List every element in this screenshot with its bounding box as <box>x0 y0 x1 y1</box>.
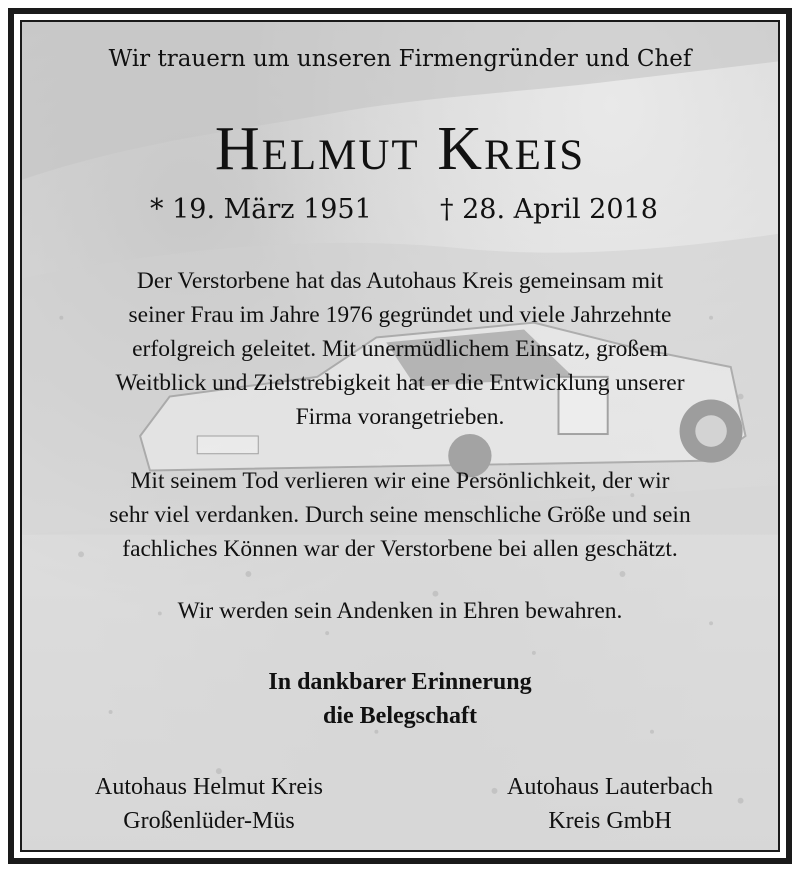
paragraph-line: Wir werden sein Andenken in Ehren bewahren. <box>177 598 623 624</box>
paragraph-line: sehr viel verdanken. Durch seine menschliche Größe und sein <box>109 502 691 528</box>
signature-line: Autohaus Lauterbach <box>507 774 713 800</box>
death-date-group <box>440 194 658 225</box>
paragraph-line: fachliches Können war der Verstorbene bei allen geschätzt. <box>122 536 678 562</box>
death-date: 28. April 2018 <box>462 194 658 225</box>
closing-line: die Belegschaft <box>323 703 477 729</box>
signature-left <box>44 770 374 838</box>
notice-text <box>22 22 778 850</box>
signature-line: Autohaus Helmut Kreis <box>95 774 323 800</box>
obituary-frame <box>8 8 792 864</box>
birth-date-group <box>150 194 372 225</box>
intro-line: Wir trauern um unseren Firmengründer und Chef <box>108 46 692 72</box>
birth-star-icon: * <box>150 194 164 225</box>
paragraph-line: seiner Frau im Jahre 1976 gegründet und viele Jahrzehnte <box>128 302 672 328</box>
signature-line: Kreis GmbH <box>548 808 672 834</box>
birth-date: 19. März 1951 <box>172 194 372 225</box>
paragraph-remembrance <box>22 594 778 628</box>
paragraph-line: Mit seinem Tod verlieren wir eine Persönlichkeit, der wir <box>130 468 670 494</box>
signature-line: Großenlüder-Müs <box>123 808 295 834</box>
deceased-name: Helmut Kreis <box>214 115 586 183</box>
paragraph-tribute <box>22 464 778 566</box>
paragraph-biography <box>22 264 778 434</box>
paragraph-line: erfolgreich geleitet. Mit unermüdlichem Einsatz, großem <box>132 336 668 362</box>
paragraph-line: Weitblick und Zielstrebigkeit hat er die Entwicklung unserer <box>115 370 685 396</box>
death-cross-icon: † <box>440 194 454 225</box>
closing-block <box>22 665 778 733</box>
paragraph-line: Der Verstorbene hat das Autohaus Kreis gemeinsam mit <box>136 268 664 294</box>
closing-line: In dankbarer Erinnerung <box>268 669 532 695</box>
paragraph-line: Firma vorangetrieben. <box>295 404 505 430</box>
signature-right <box>440 770 780 838</box>
obituary-panel <box>20 20 780 852</box>
